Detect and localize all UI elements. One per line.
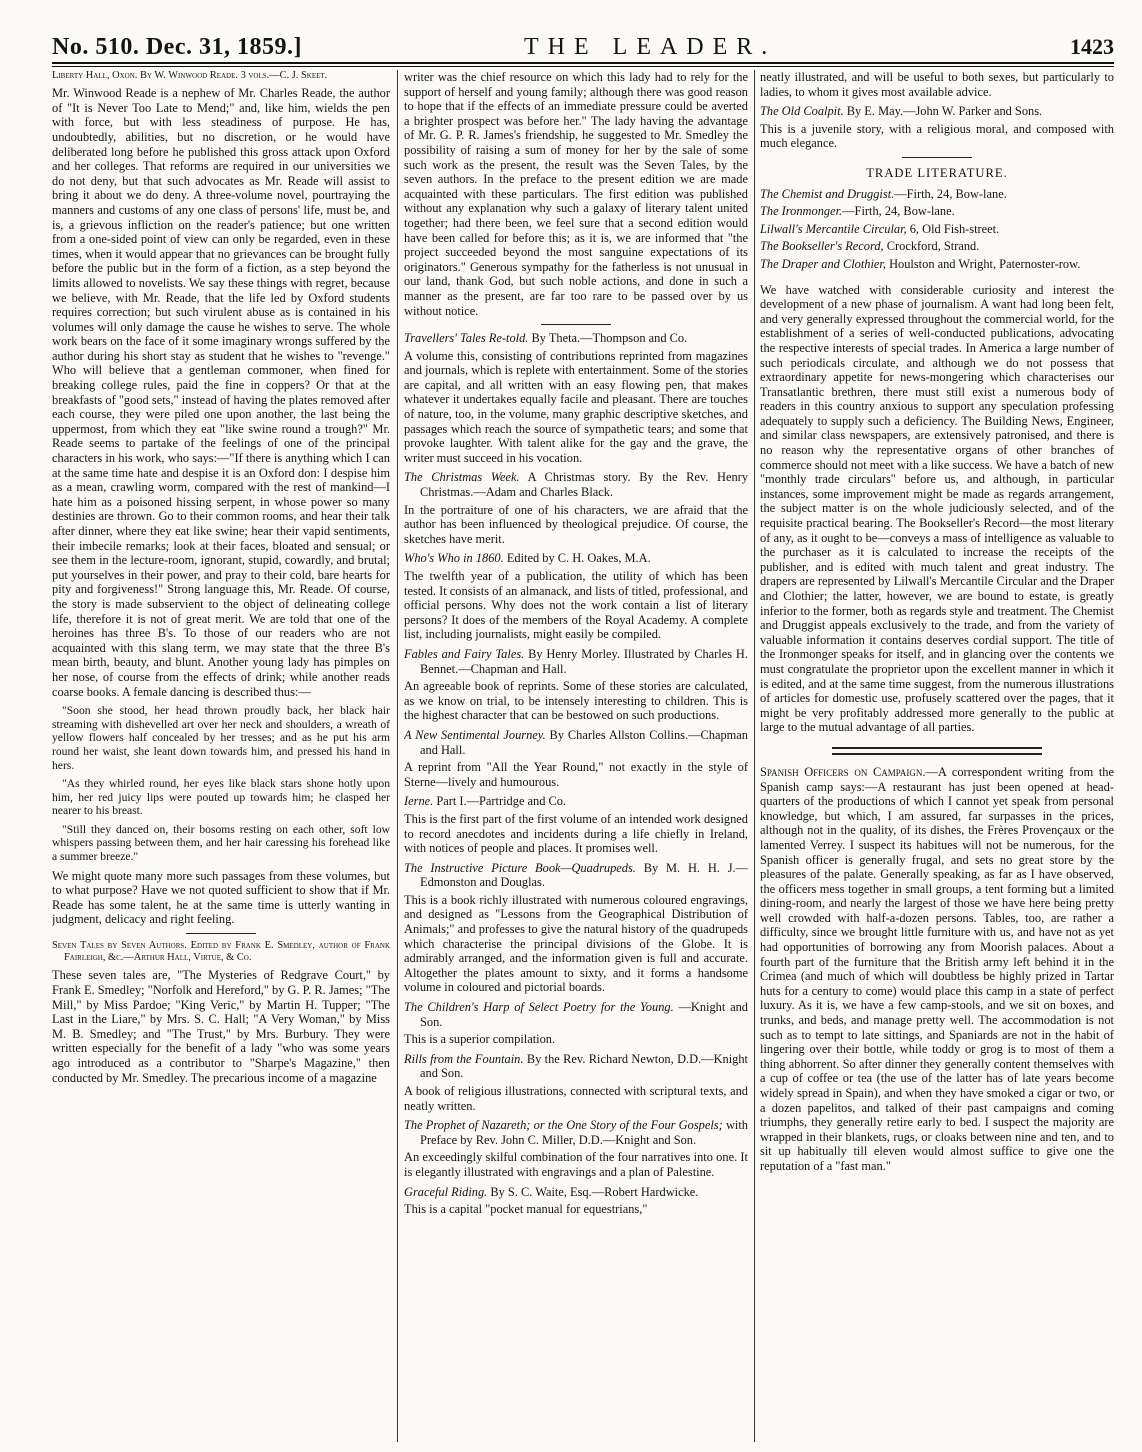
section-rule [902,157,972,158]
column-divider [397,70,398,1442]
book-entry-heading [404,647,748,676]
book-title: The Prophet of Nazareth; or the One Story of the Four Gospels; [404,1118,723,1133]
book-entry-heading [404,551,748,566]
book-byline: Edited by C. H. Oakes, M.A. [503,551,651,566]
news-body: —A correspondent writing from the Spanish camp says:—A restaurant has just been opened at head-quarters of the productions of which I cannot yet speak from personal knowledge, but which, I am assured, far surpasses in the prices, although not in the quality, of its dishes, the Frères Provençaux or the lamented Verrey. I suspect its habitues will not be numerous, for the Spanish officer is generally frugal, and sets no great store by the pleasures of the palate. Generally speaking, as far as I have observed, the officers mess together in small groups, a tent forming but a limited dining-room, and nearly the largest of those we have here being pretty well crowded with half-a-dozen persons. Tables, too, are rather a difficulty, since we brought little furniture with us, and have not as yet had opportunities of borrowing any from Moorish palaces. About a fourth part of the furniture that the British army left behind it in the Crimea (and much of which will doubtless be highly prized in Tartar huts for a century to come) would place this camp in a state of perfect luxury. As it is, we have a few camp-stools, and we sit on boxes, and trunks, and beds, and manage pretty well. The accommodation is not such as to tempt to late sittings, and Spaniards are not in the habit of lingering over their bottle, while toddy or grog is to most of them a thing abhorrent. So after dinner they generally content themselves with a cup of coffee or tea (the use of the latter has of late years become widely spread in Spain), and when they have smoked a cigar or two, or a dozen papelitos, and talked of their past campaigns and coming triumphs, they generally retire early to bed. I suspect the majority are wrapped in their blankets, rugs, or cloaks between nine and ten, and to sit up habitually till eleven would almost suffice to give one the reputation of a "fast man." [760,764,1114,1173]
book-entry-heading [404,1118,748,1147]
review-paragraph: Mr. Winwood Reade is a nephew of Mr. Charles Reade, the author of "It is Never Too Late to Mend;" and, like him, wields the pen with force, but with less steadiness of purpose. He has, undoubtedly, abilities, but no discretion, or he would have deliberated long before he published this gross attack upon Oxford and her colleges. That reforms are required in our universities we do not deny, but that such advocates as Mr. Reade will assist to bring it about we do deny. A three-volume novel, pourtraying the manners and customs of any one class of persons' life, must be, and is, a grievous infliction on the reader's patience; but one written from a one-sided point of view can only be regarded, even in these times, when it would appear that no grievances can be brought fully before the public but in the form of a fiction, as a step beyond the limits allowed to novelists. We say these things with regret, because we believe, with Mr. Reade, that the life led by Oxford students requires correction; but such virulent abuse as is contained in his volumes will only damage the cause he wishes to serve. The whole work bears on the face of it some imaginary wrongs suffered by the author during his short stay as student that he wishes to "revenge." Who will believe that a gentleman commoner, when fined for breaking college rules, paid the fine in coppers? Or that at the breakfasts of "good sets," instead of having the plates removed after each course, they were piled one upon another, the last being the uppermost, from which they eat "like swine round a trough?" Mr. Reade seems to partake of the feelings of one of the principal characters in his work, who says:—"If there is anything which I can at the same time hate and despise it is an Oxford don: I despise him as a mean, crawling worm, compared with the rest of mankind—I hate him as a poisoned hissing serpent, in whose power so many destinies are thrown. Go to their common rooms, and hear their talk after dinner, where they eat like swine; hear their vapid sentiments, their imbecile remarks; look at their faces, bloated and sensual; or see them in the lecture-room, ignorant, stupid, cowardly, and brutal; put yourselves in their power, and pray to their cold, bare hearts for pity and forgiveness!" Strong language this, Mr. Reade. Of course, the story is made subservient to the object of delineating college life, therefore it is not of great merit. We are told that one of the heroines has three B's. To those of our readers who are not acquainted with this slang term, we may state that the three B's mean birth, beauty, and blunt. Another young lady has pimples on her nose, of course from the effects of drink; while another reads coarse books. A female dancing is described thus:— [52,86,390,699]
book-byline: By S. C. Waite, Esq.—Robert Hardwicke. [487,1184,699,1199]
book-byline: Part I.—Partridge and Co. [433,794,567,809]
masthead-rule-thin [52,66,1114,67]
trade-publication [760,204,1114,219]
publication-details: 6, Old Fish-street. [906,221,1000,236]
book-title: The Christmas Week. [404,470,520,485]
publication-title: Lilwall's Mercantile Circular, [760,221,907,236]
column-divider [754,70,755,1442]
quotation: "Still they danced on, their bosoms resting on each other, soft low whispers passing between them, and her hair caressing his forehead like a summer breeze." [52,822,390,864]
book-byline: with Preface by Rev. John C. Miller, D.D.—Knight and Son. [420,1118,748,1147]
book-byline: —Knight and Son. [420,1000,748,1029]
book-notice: The twelfth year of a publication, the utility of which has been tested. It consists of an almanack, and lists of titled, professional, and official persons. Why does not the work contain a list of literary persons? It does of the members of the Royal Academy. A complete list, including journalists, might easily be compiled. [404,569,748,642]
book-title: The Children's Harp of Select Poetry for the Young. [404,1000,674,1015]
book-notice: A book of religious illustrations, connected with scriptural texts, and neatly written. [404,1084,748,1113]
quotation: "As they whirled round, her eyes like black stars shone hotly upon him, her red juicy lips were pouted up towards him; he clasped her nearer to his breast. [52,777,390,818]
book-byline: A Christmas story. By the Rev. Henry Christmas.—Adam and Charles Black. [420,470,748,500]
trade-publication [760,222,1114,237]
book-title: Who's Who in 1860. [404,551,504,566]
book-entry-heading [404,1052,748,1081]
publication-details: Crockford, Strand. [883,239,980,254]
review-paragraph: We might quote many more such passages from these volumes, but to what purpose? Have we not quoted sufficient to show that if Mr. Reade has some talent, he at the same time is utterly wanting in judgment, delicacy and right feeling. [52,868,390,927]
book-byline: By Charles Allston Collins.—Chapman and Hall. [420,727,748,757]
book-title: A New Sentimental Journey. [404,727,546,742]
book-entry-heading [404,470,748,499]
book-notice: This is the first part of the first volume of an intended work designed to record anecdotes and incidents during a life chiefly in Ireland, with notices of people and places. It promises well. [404,811,748,856]
book-title: Ierne. [404,794,434,809]
review-paragraph: These seven tales are, "The Mysteries of Redgrave Court," by Frank E. Smedley; "Norfolk and Hereford," by G. P. R. James; "The Mill," by Miss Pardoe; "King Veric," by Martin H. Tupper; "The Last in the Liare," by Mrs. S. C. Hall; "A Very Woman," by Miss M. B. Smedley; and "The Trust," by Mrs. Burbury. They were written especially for the benefit of a lady "who was some years ago introduced as a contributor to "Sharpe's Magazine," then conducted by Mr. Smedley. The precarious income of a magazine [52,968,390,1085]
book-title: Fables and Fairy Tales. [404,646,525,661]
book-title: The Instructive Picture Book—Quadrupeds. [404,860,636,875]
book-entry-heading [404,728,748,757]
trade-publication [760,257,1114,272]
book-entry-heading [760,104,1114,119]
publication-title: The Draper and Clothier, [760,256,886,271]
trade-publication [760,239,1114,254]
book-notice: In the portraiture of one of his characters, we are afraid that the author has been influenced by theological prejudice. Of course, the sketches have merit. [404,502,748,546]
book-title: Rills from the Fountain. [404,1051,524,1066]
publication-title: The Chemist and Druggist. [760,186,895,201]
book-notice: This is a superior compilation. [404,1032,556,1047]
book-entry-heading [404,861,748,890]
publication-details: —Firth, 24, Bow-lane. [842,204,955,219]
book-notice: This is a juvenile story, with a religious moral, and composed with much elegance. [760,121,1114,151]
book-entry-heading [404,1000,748,1029]
review-continuation: writer was the chief resource on which this lady had to rely for the support of herself and young family; although there was good reason to hope that if the effects of an immediate pressure could be averted a brighter prospect was before her." The lady having the advantage of Mr. G. P. R. James's friendship, he suggested to Mr. Smedley the possibility of raising a sum of money for her by the sale of some such work as the present, the result was the Seven Tales, by the seven authors. In the preface to the present edition we are made acquainted with these particulars. The first edition was published without any explanation why such a galaxy of literary talent united together; had there been, we feel sure that a second edition would have been called for before this; as it is, we are informed that "the project succeeded beyond the most sanguine expectations of its originators." Generous sympathy for the fatherless is not unusual in our land, thank God, but such noble actions, and done in such a manner as the present, are far too rare to be passed over by us without notice. [404,70,748,318]
column-2 [404,70,748,1442]
review-heading: Seven Tales by Seven Authors. Edited by Frank E. Smedley, author of Frank Fairleigh, &c.—Arthur Hall, Virtue, & Co. [52,940,390,964]
book-entry-heading [404,1185,748,1200]
book-notice: An exceedingly skilful combination of the four narratives into one. It is elegantly illustrated with engravings and a plan of Palestine. [404,1150,748,1179]
section-title: TRADE LITERATURE. [866,165,1008,180]
book-notice: A reprint from "All the Year Round," not exactly in the style of Sterne—lively and humourous. [404,760,748,789]
book-byline: By Henry Morley. Illustrated by Charles H. Bennet.—Chapman and Hall. [420,646,748,676]
publication-title: The Ironmonger. [760,204,843,219]
book-title: Travellers' Tales Re-told. [404,331,529,346]
book-byline: By E. May.—John W. Parker and Sons. [843,104,1043,119]
publication-title: The Bookseller's Record, [760,239,884,254]
newspaper-title: THE LEADER. [524,34,777,60]
book-title: Graceful Riding. [404,1184,488,1199]
book-byline: By Theta.—Thompson and Co. [528,331,688,346]
book-notice: A volume this, consisting of contributions reprinted from magazines and journals, which is replete with entertainment. Some of the stories are capital, and all written with an easy flowing pen, that makes whatever it undertakes equally facile and pleasant. There are touches of nature, too, in the volume, many graphic descriptive sketches, and passages which reach the source of sympathetic tears; and some that provoke laughter. With talent alike for the gay and the grave, the writer must succeed in his vocation. [404,348,748,465]
column-3 [760,70,1114,1442]
book-byline: By M. H. H. J.—Edmonston and Douglas. [420,860,748,890]
quotation: "Soon she stood, her head thrown proudly back, her black hair streaming with dishevelled art over her neck and shoulders, a wreath of yellow flowers half concealed by her tresses; and as he put his arm round her waist, she leant down towards him, and pressed his hand in hers. [52,704,390,772]
review-heading: Liberty Hall, Oxon. By W. Winwood Reade. 3 vols.—C. J. Skeet. [52,70,328,81]
book-title: The Old Coalpit. [760,104,844,119]
trade-publications-list [760,187,1114,272]
section-rule [186,933,256,934]
book-notice: This is a capital "pocket manual for equestrians," [404,1202,648,1217]
publication-details: Houlston and Wright, Paternoster-row. [885,256,1081,271]
trade-publication [760,187,1114,202]
masthead-rule [52,62,1114,64]
trade-article: We have watched with considerable curiosity and interest the development of a new phase of journalism. A want had long been felt, and very generally expressed throughout the commercial world, for the establishment of a series of well-conducted publications, advocating the respective interests of special trades. In America a large number of such periodicals circulate, and although we do not possess that extraordinary appetite for news-mongering which characterises our Transatlantic brethren, there must still exist a numerous body of readers in this country anxious to support any speculation professing adequately to supply such a deficiency. The Building News, Engineer, and similar class newspapers, are extensively patronised, and there is no reason why the representative organs of other branches of commerce should not meet with a like success. We have a batch of new "monthly trade circulars" before us, and although, in particular instances, some improvement might be made as regards arrangement, the subject matter is on the whole judiciously selected, and of the requisite practical bearing. The Bookseller's Record—the most literary of any, as it ought to be—conveys a mass of intelligence as valuable to the purchaser as it is calculated to increase the receipts of the publisher, and is edited with much talent and great industry. The drapers are represented by Lilwall's Mercantile Circular and the Draper and Clothier; the latter, however, we are bound to estate, is greatly inferior to the former, both as regards style and treatment. The Chemist and Druggist appeals exclusively to the trade, and from the variety of valuable information it contains deserves cordial support. The title of the Ironmonger speaks for itself, and in glancing over the contents we must congratulate the proprietor upon the excellent manner in which it is edited, and at the same time suggest, from the numerous illustrations of articles for domestic use, profusely scattered over the pages, that it might be very profitably addressed more generally to the public at large to the mutual advantage of all parties. [760,282,1114,735]
section-rule [541,324,611,325]
page-number: 1423 [1070,34,1114,59]
book-entry-heading [404,331,748,346]
book-entry-heading [404,794,748,809]
issue-date: No. 510. Dec. 31, 1859.] [52,34,302,60]
book-notices [404,331,748,1217]
masthead [52,34,1114,62]
book-notice: This is a book richly illustrated with numerous coloured engravings, and designed as "Lessons from the Geographical Distribution of Animals;" and professes to give the natural history of the quadrupeds which characterise the principal divisions of the Globe. It is admirably arranged, and the information given is full and accurate. Altogether the plates amount to sixty, and it forms a handsome volume in coloured and pictorial boards. [404,892,748,995]
publication-details: —Firth, 24, Bow-lane. [894,186,1007,201]
column-1 [52,70,390,1442]
book-byline: By the Rev. Richard Newton, D.D.—Knight and Son. [420,1051,748,1081]
review-continuation: neatly illustrated, and will be useful to both sexes, but particularly to ladies, to whom it gives most available advice. [760,70,1114,99]
book-notice: An agreeable book of reprints. Some of these stories are calculated, as we know on trial, to be intensely interesting to children. This is the highest character that can be bestowed on such productions. [404,679,748,723]
news-paragraph [760,765,1114,1174]
section-rule [832,747,1042,755]
news-lead: Spanish Officers on Campaign. [760,764,926,779]
